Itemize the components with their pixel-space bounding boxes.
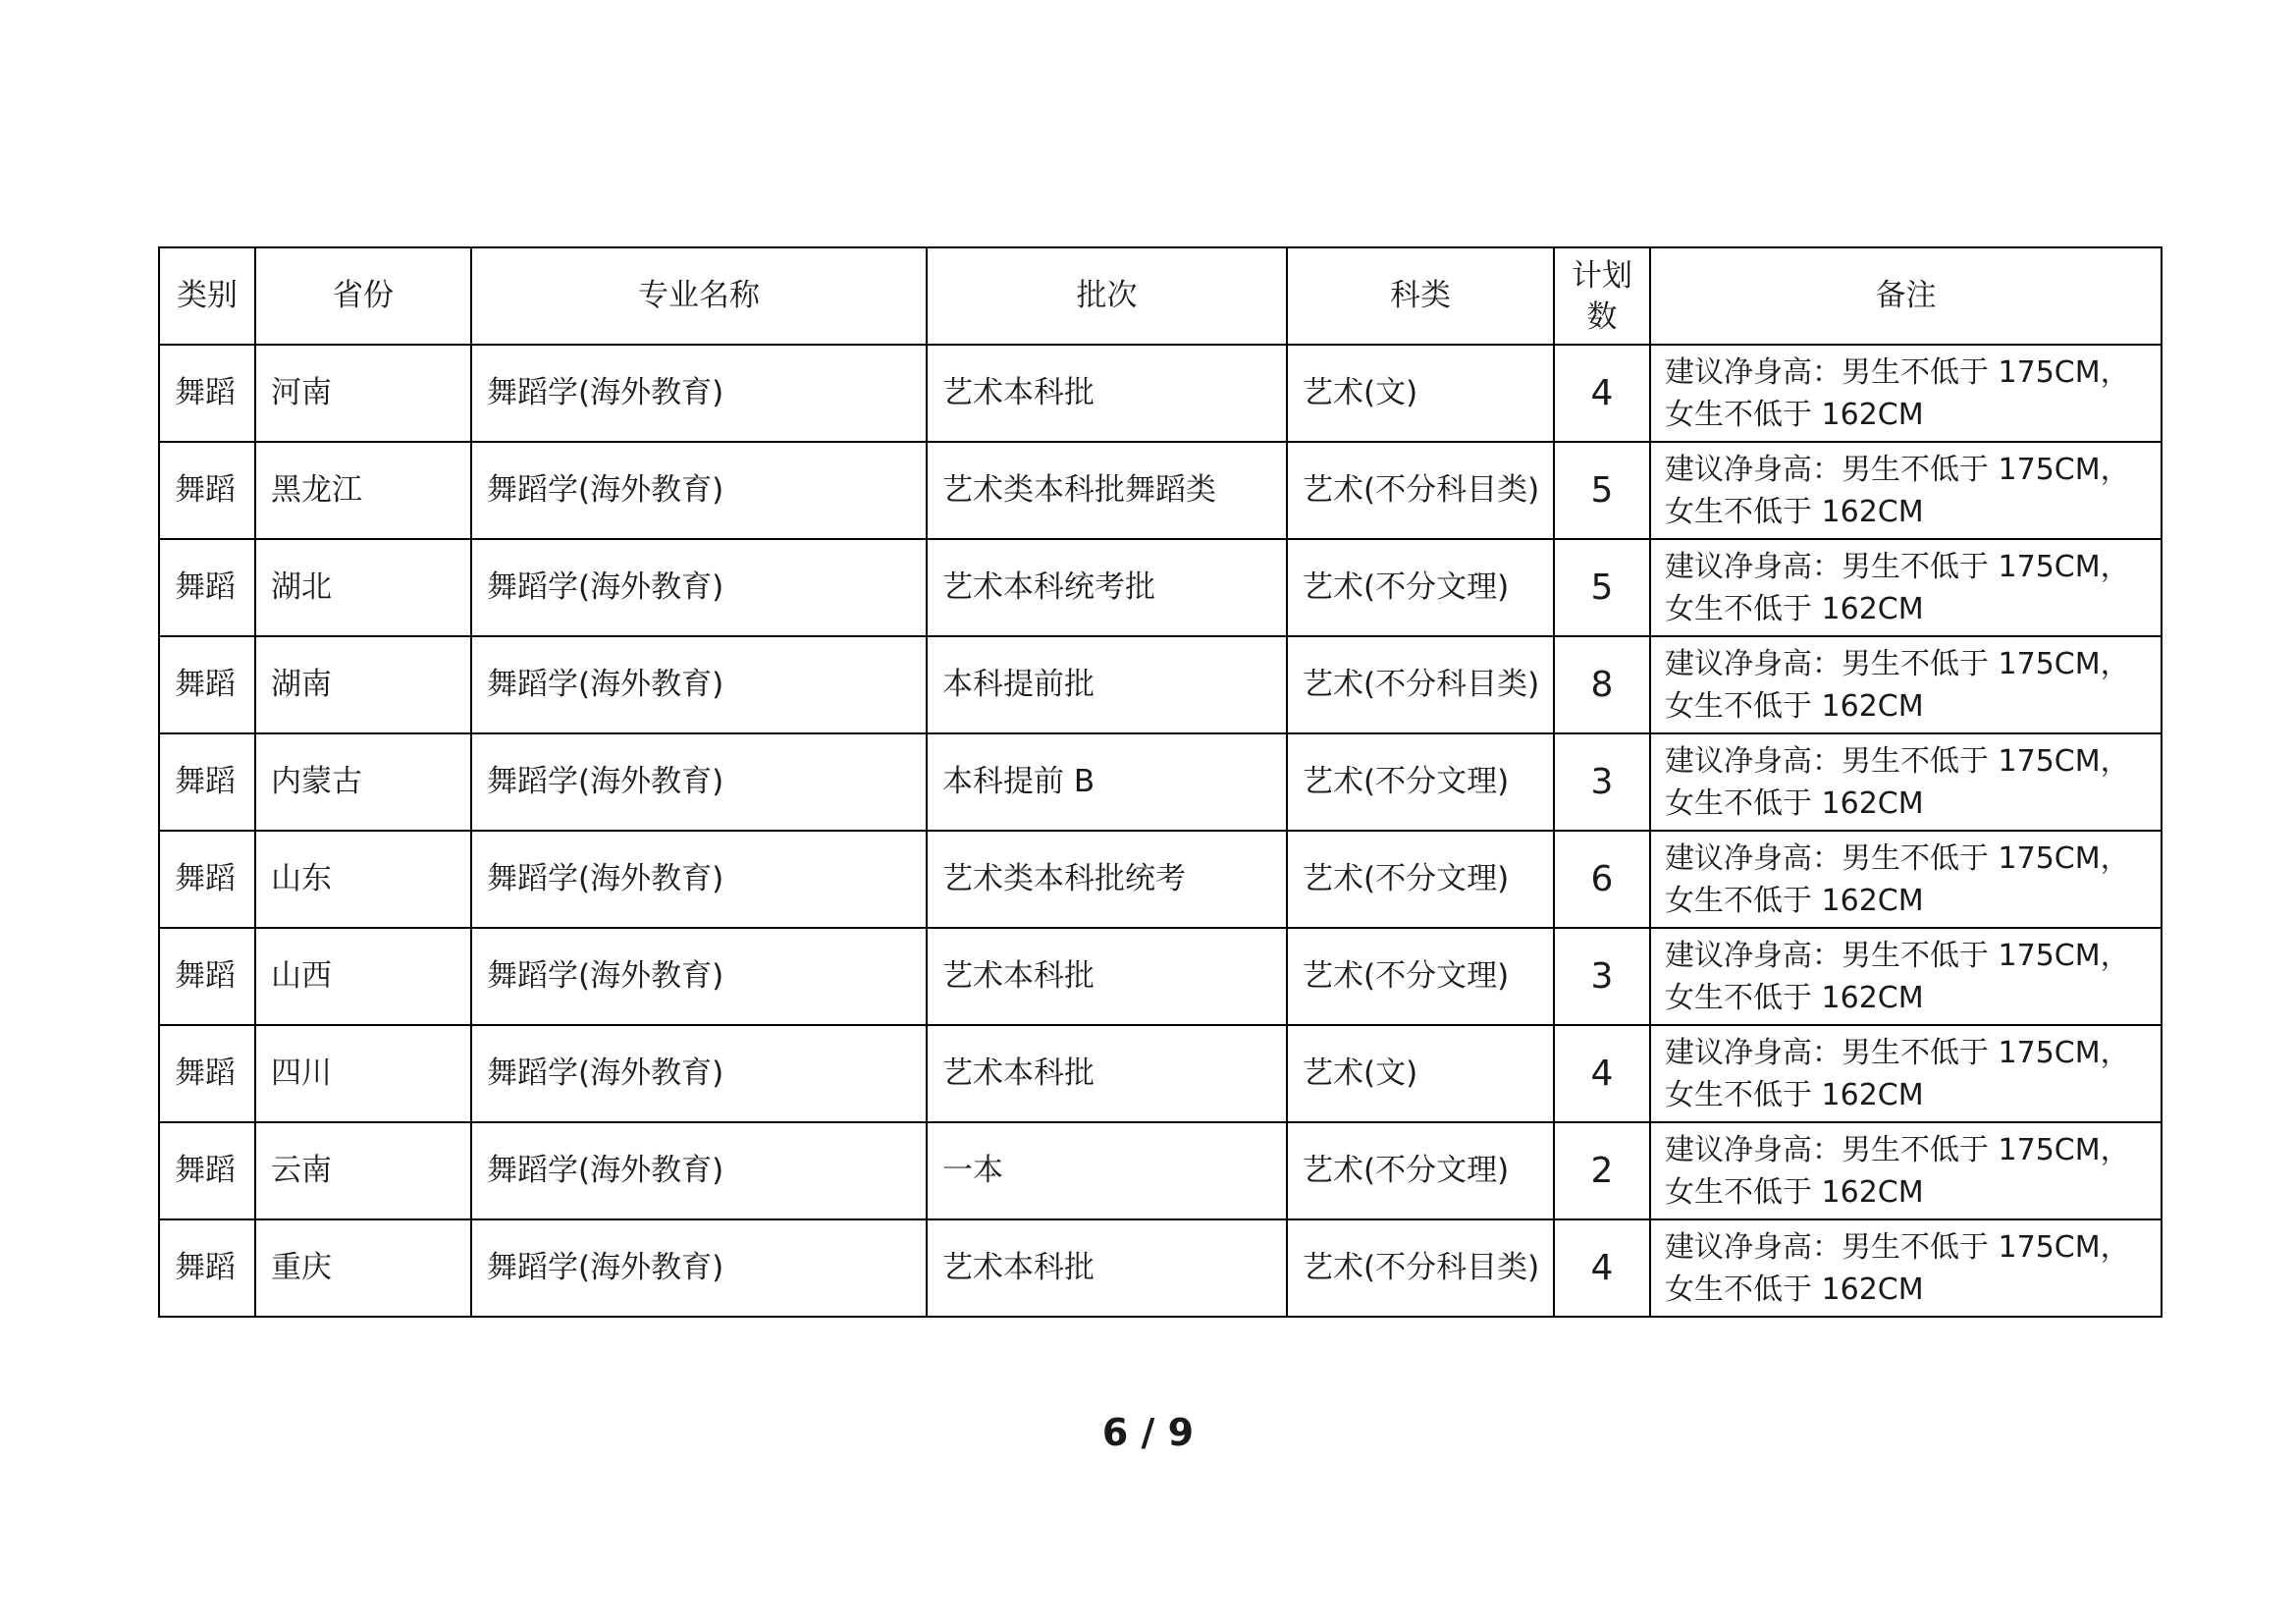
note-line-1: 建议净身高：男生不低于 175CM， bbox=[1665, 743, 2130, 779]
header-batch: 批次 bbox=[927, 247, 1287, 345]
note-line-2: 女生不低于 162CM bbox=[1665, 980, 1924, 1015]
cell-subject: 艺术(不分文理) bbox=[1287, 539, 1554, 636]
cell-batch: 本科提前 B bbox=[927, 733, 1287, 831]
cell-plan-count: 3 bbox=[1554, 928, 1650, 1025]
table-row bbox=[159, 733, 2162, 831]
cell-subject: 艺术(不分科目类) bbox=[1287, 1219, 1554, 1317]
cell-subject: 艺术(不分科目类) bbox=[1287, 442, 1554, 539]
note-line-1: 建议净身高：男生不低于 175CM， bbox=[1665, 938, 2130, 973]
cell-plan-count: 3 bbox=[1554, 733, 1650, 831]
cell-note bbox=[1650, 345, 2162, 442]
cell-category: 舞蹈 bbox=[159, 539, 255, 636]
cell-subject: 艺术(不分文理) bbox=[1287, 733, 1554, 831]
cell-note bbox=[1650, 1025, 2162, 1122]
header-plan-count bbox=[1554, 247, 1650, 345]
cell-batch: 艺术本科批 bbox=[927, 1219, 1287, 1317]
cell-subject: 艺术(不分文理) bbox=[1287, 1122, 1554, 1219]
cell-province: 重庆 bbox=[255, 1219, 471, 1317]
cell-major: 舞蹈学(海外教育) bbox=[471, 345, 927, 442]
table-row bbox=[159, 928, 2162, 1025]
cell-major: 舞蹈学(海外教育) bbox=[471, 1122, 927, 1219]
cell-province: 云南 bbox=[255, 1122, 471, 1219]
cell-plan-count: 2 bbox=[1554, 1122, 1650, 1219]
cell-batch: 艺术本科批 bbox=[927, 1025, 1287, 1122]
cell-major: 舞蹈学(海外教育) bbox=[471, 1025, 927, 1122]
note-line-1: 建议净身高：男生不低于 175CM， bbox=[1665, 549, 2130, 584]
header-province: 省份 bbox=[255, 247, 471, 345]
header-subject: 科类 bbox=[1287, 247, 1554, 345]
header-category: 类别 bbox=[159, 247, 255, 345]
note-line-2: 女生不低于 162CM bbox=[1665, 883, 1924, 918]
note-line-1: 建议净身高：男生不低于 175CM， bbox=[1665, 840, 2130, 876]
note-line-1: 建议净身高：男生不低于 175CM， bbox=[1665, 646, 2130, 681]
cell-note bbox=[1650, 636, 2162, 733]
cell-province: 湖南 bbox=[255, 636, 471, 733]
cell-category: 舞蹈 bbox=[159, 1122, 255, 1219]
cell-category: 舞蹈 bbox=[159, 636, 255, 733]
cell-note bbox=[1650, 539, 2162, 636]
cell-batch: 艺术类本科批舞蹈类 bbox=[927, 442, 1287, 539]
cell-category: 舞蹈 bbox=[159, 733, 255, 831]
header-major: 专业名称 bbox=[471, 247, 927, 345]
cell-plan-count: 5 bbox=[1554, 539, 1650, 636]
cell-note bbox=[1650, 1122, 2162, 1219]
cell-major: 舞蹈学(海外教育) bbox=[471, 636, 927, 733]
cell-subject: 艺术(不分科目类) bbox=[1287, 636, 1554, 733]
cell-province: 山西 bbox=[255, 928, 471, 1025]
cell-province: 湖北 bbox=[255, 539, 471, 636]
cell-category: 舞蹈 bbox=[159, 928, 255, 1025]
cell-province: 内蒙古 bbox=[255, 733, 471, 831]
note-line-1: 建议净身高：男生不低于 175CM， bbox=[1665, 1229, 2130, 1265]
cell-province: 河南 bbox=[255, 345, 471, 442]
cell-province: 四川 bbox=[255, 1025, 471, 1122]
cell-note bbox=[1650, 442, 2162, 539]
cell-subject: 艺术(不分文理) bbox=[1287, 928, 1554, 1025]
cell-subject: 艺术(文) bbox=[1287, 1025, 1554, 1122]
cell-batch: 艺术类本科批统考 bbox=[927, 831, 1287, 928]
cell-province: 山东 bbox=[255, 831, 471, 928]
enrollment-plan-table bbox=[158, 246, 2163, 1318]
note-line-2: 女生不低于 162CM bbox=[1665, 591, 1924, 626]
table-row bbox=[159, 1219, 2162, 1317]
cell-category: 舞蹈 bbox=[159, 831, 255, 928]
cell-plan-count: 6 bbox=[1554, 831, 1650, 928]
cell-subject: 艺术(不分文理) bbox=[1287, 831, 1554, 928]
cell-note bbox=[1650, 831, 2162, 928]
cell-batch: 艺术本科批 bbox=[927, 928, 1287, 1025]
cell-major: 舞蹈学(海外教育) bbox=[471, 733, 927, 831]
header-note: 备注 bbox=[1650, 247, 2162, 345]
cell-plan-count: 8 bbox=[1554, 636, 1650, 733]
cell-major: 舞蹈学(海外教育) bbox=[471, 928, 927, 1025]
cell-subject: 艺术(文) bbox=[1287, 345, 1554, 442]
cell-major: 舞蹈学(海外教育) bbox=[471, 1219, 927, 1317]
cell-category: 舞蹈 bbox=[159, 442, 255, 539]
cell-plan-count: 5 bbox=[1554, 442, 1650, 539]
note-line-1: 建议净身高：男生不低于 175CM， bbox=[1665, 1132, 2130, 1167]
page-number: 6 / 9 bbox=[1101, 1411, 1195, 1454]
header-plan-line2: 数 bbox=[1586, 298, 1618, 335]
note-line-2: 女生不低于 162CM bbox=[1665, 494, 1924, 529]
note-line-2: 女生不低于 162CM bbox=[1665, 688, 1924, 724]
note-line-2: 女生不低于 162CM bbox=[1665, 785, 1924, 821]
header-plan-line1: 计划 bbox=[1572, 257, 1632, 294]
note-line-2: 女生不低于 162CM bbox=[1665, 1272, 1924, 1307]
table-row bbox=[159, 345, 2162, 442]
cell-plan-count: 4 bbox=[1554, 1219, 1650, 1317]
note-line-1: 建议净身高：男生不低于 175CM， bbox=[1665, 354, 2130, 390]
cell-province: 黑龙江 bbox=[255, 442, 471, 539]
cell-major: 舞蹈学(海外教育) bbox=[471, 831, 927, 928]
note-line-2: 女生不低于 162CM bbox=[1665, 1077, 1924, 1112]
note-line-1: 建议净身高：男生不低于 175CM， bbox=[1665, 452, 2130, 487]
cell-major: 舞蹈学(海外教育) bbox=[471, 442, 927, 539]
table-header-row bbox=[159, 247, 2162, 345]
cell-major: 舞蹈学(海外教育) bbox=[471, 539, 927, 636]
table-row bbox=[159, 831, 2162, 928]
cell-category: 舞蹈 bbox=[159, 1025, 255, 1122]
table-row bbox=[159, 1122, 2162, 1219]
note-line-1: 建议净身高：男生不低于 175CM， bbox=[1665, 1035, 2130, 1070]
cell-plan-count: 4 bbox=[1554, 345, 1650, 442]
table-row bbox=[159, 442, 2162, 539]
note-line-2: 女生不低于 162CM bbox=[1665, 397, 1924, 432]
table-row bbox=[159, 539, 2162, 636]
table-row bbox=[159, 636, 2162, 733]
cell-note bbox=[1650, 1219, 2162, 1317]
cell-note bbox=[1650, 928, 2162, 1025]
note-line-2: 女生不低于 162CM bbox=[1665, 1174, 1924, 1210]
cell-category: 舞蹈 bbox=[159, 345, 255, 442]
cell-batch: 本科提前批 bbox=[927, 636, 1287, 733]
cell-category: 舞蹈 bbox=[159, 1219, 255, 1317]
cell-batch: 一本 bbox=[927, 1122, 1287, 1219]
cell-plan-count: 4 bbox=[1554, 1025, 1650, 1122]
table-row bbox=[159, 1025, 2162, 1122]
cell-note bbox=[1650, 733, 2162, 831]
cell-batch: 艺术本科批 bbox=[927, 345, 1287, 442]
cell-batch: 艺术本科统考批 bbox=[927, 539, 1287, 636]
